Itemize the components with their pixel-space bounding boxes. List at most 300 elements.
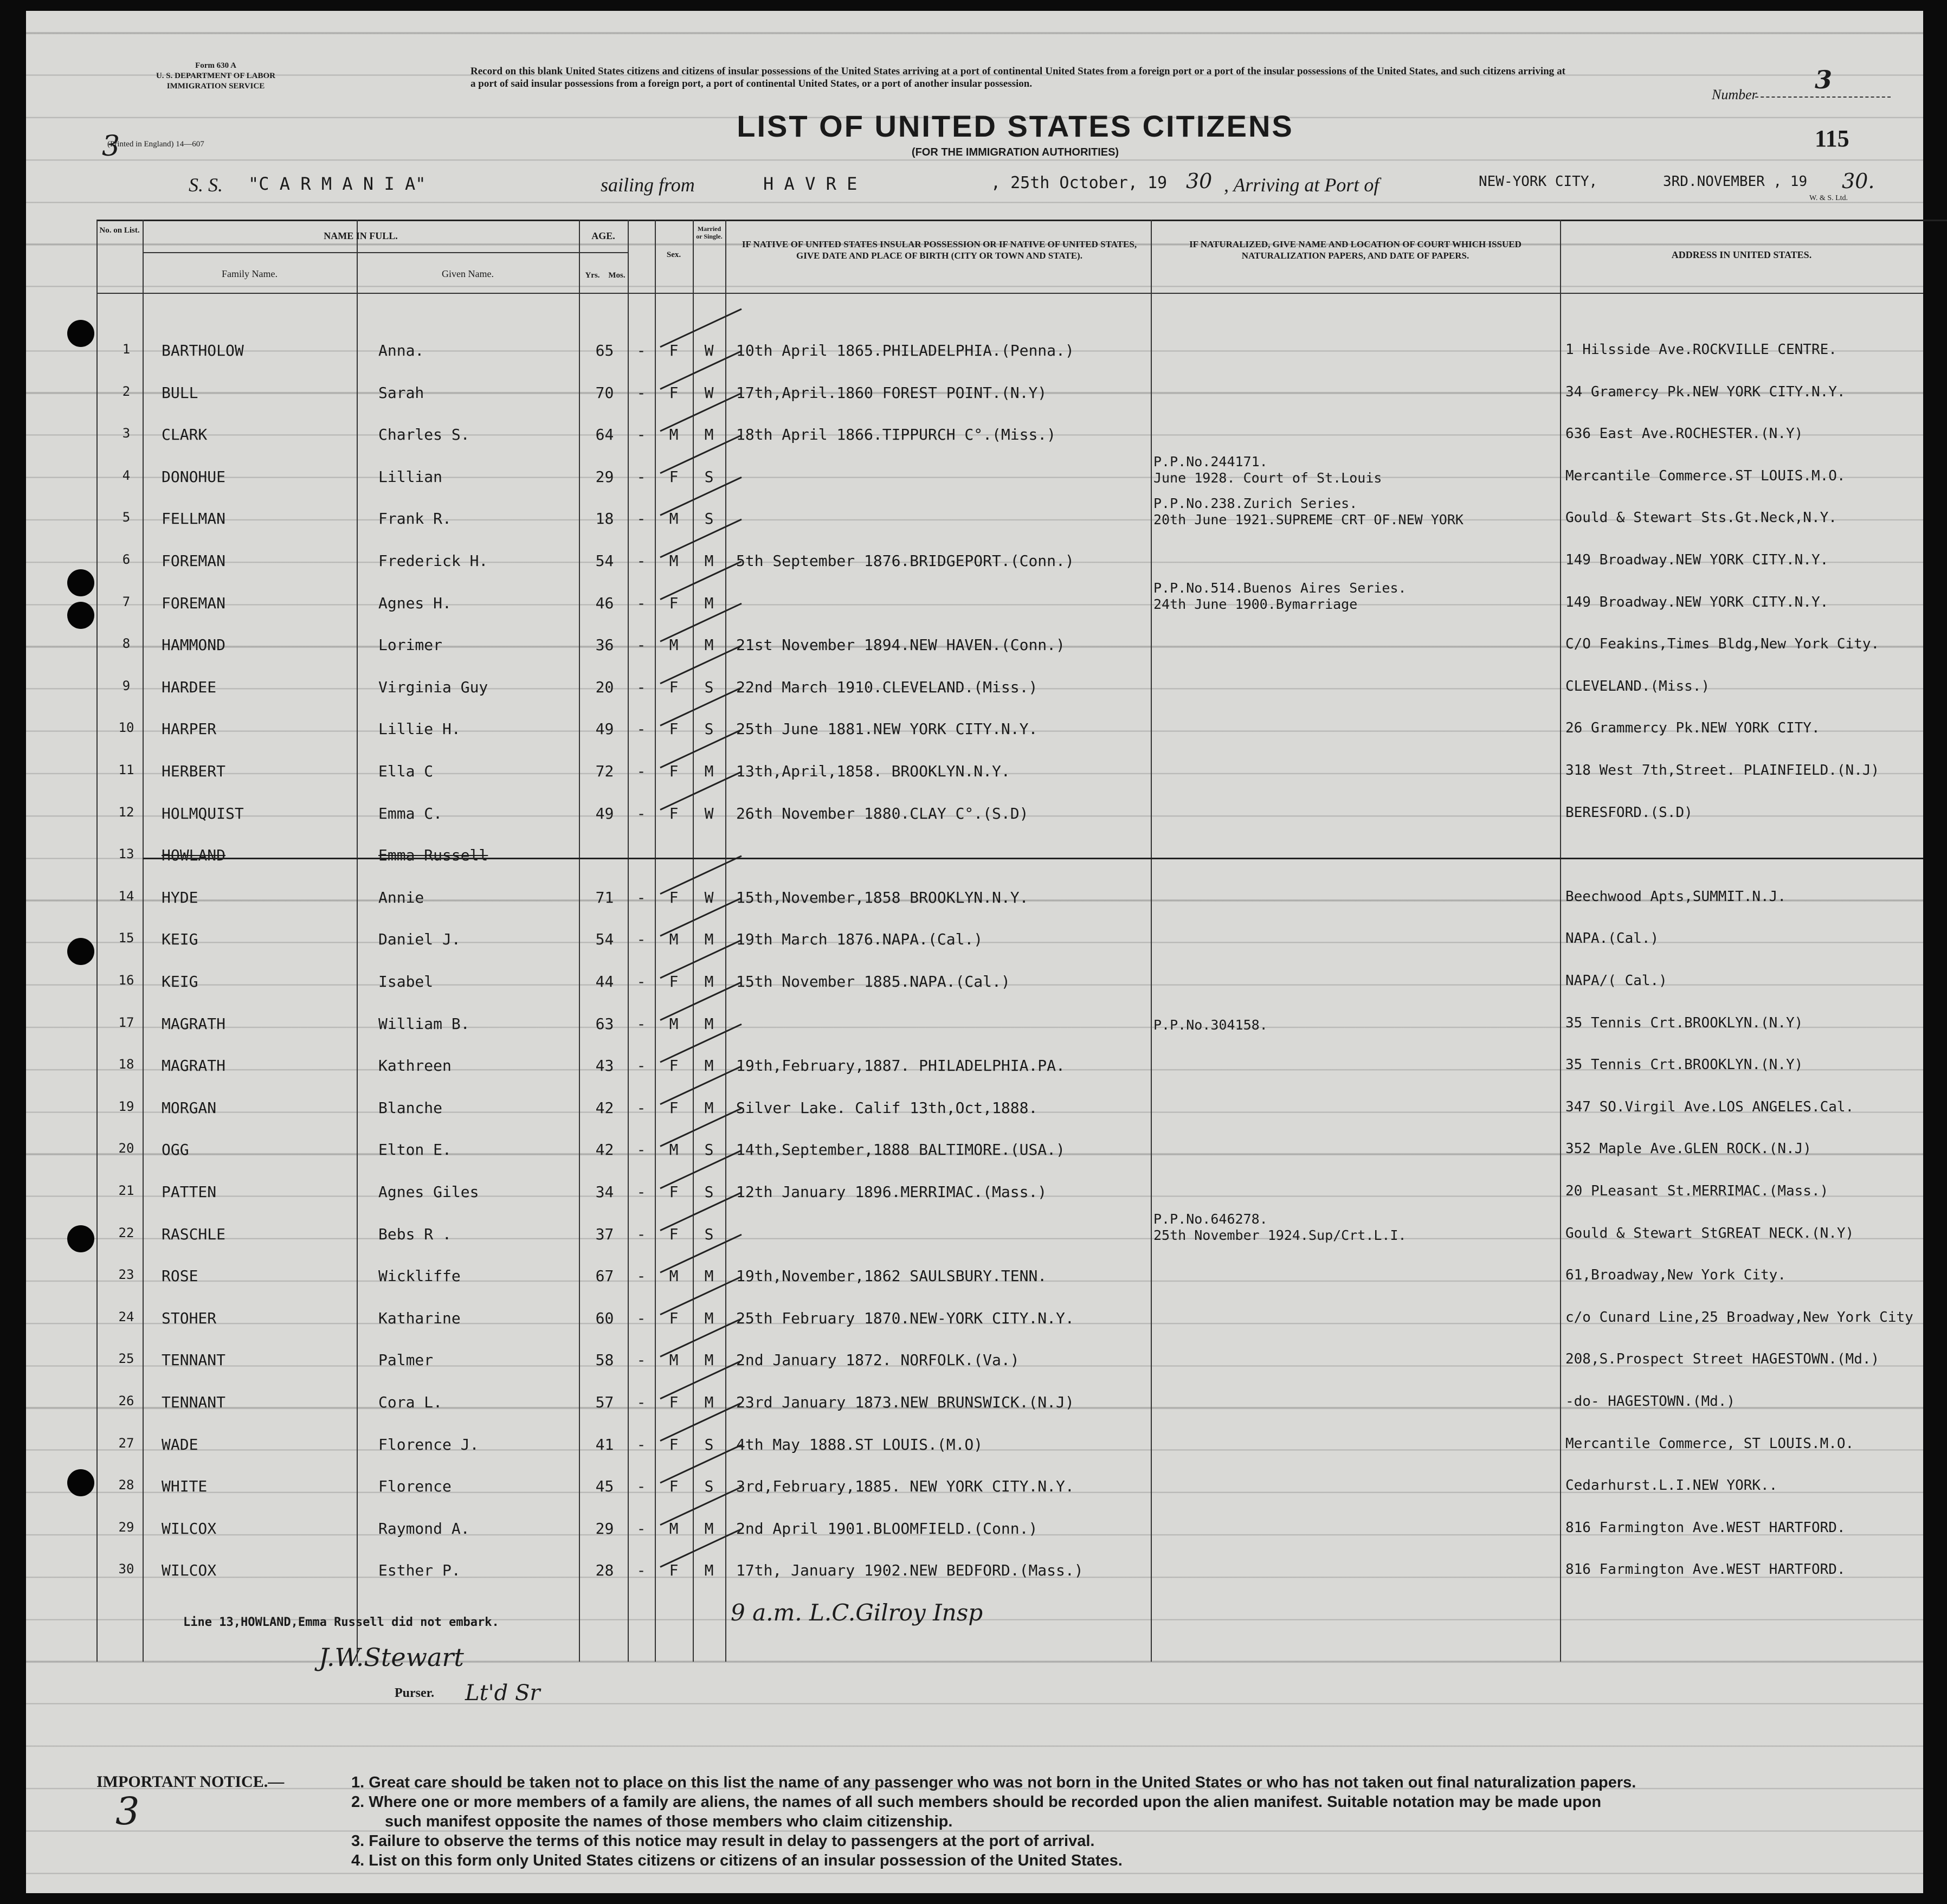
marital-status: S [704, 1477, 714, 1496]
address: 816 Farmington Ave.WEST HARTFORD. [1565, 1561, 1846, 1578]
intro-instructions: Record on this blank United States citizens and citizens of insular possessions of the United States arriving at a port of continental United States from a foreign port or a port of the insular possessions of the United States, and such citizens arriving at a port of said insular possessions from a foreign port, a port of continental United States, or a port of another insular possession. [470, 66, 1565, 89]
naturalization-line-1: P.P.No.514.Buenos Aires Series. [1153, 580, 1407, 596]
age-months: - [636, 804, 646, 822]
age-years: 54 [595, 930, 614, 949]
age-years: 36 [595, 636, 614, 654]
table-row [26, 1520, 1923, 1552]
age-months: - [636, 552, 646, 570]
age-months: - [636, 1519, 646, 1538]
marital-status: S [704, 467, 714, 486]
row-number: 15 [118, 930, 134, 946]
given-name: Ella C [378, 762, 434, 780]
check-stroke [660, 435, 742, 473]
marital-status: M [704, 426, 714, 444]
table-row [26, 1477, 1923, 1510]
age-months: - [636, 1141, 646, 1159]
marital-status: M [704, 1267, 714, 1285]
header-age: AGE. [591, 230, 615, 241]
service-name: IMMIGRATION SERVICE [166, 82, 265, 91]
table-row [26, 1436, 1923, 1468]
sex: F [669, 342, 679, 359]
page-title: LIST OF UNITED STATES CITIZENS [737, 109, 1294, 143]
age-months: - [636, 1225, 646, 1243]
age-months: - [636, 1057, 646, 1075]
birth-info: 19th,November,1862 SAULSBURY.TENN. [736, 1267, 1047, 1285]
birth-info: 17th,April.1860 FOREST POINT.(N.Y) [736, 383, 1047, 402]
birth-info: 25th February 1870.NEW-YORK CITY.N.Y. [736, 1309, 1074, 1327]
table-row [26, 552, 1923, 584]
age-months: - [636, 1351, 646, 1369]
given-name: Raymond A. [378, 1519, 470, 1538]
naturalization-line-1: P.P.No.244171. [1153, 453, 1268, 469]
age-years: 41 [595, 1435, 614, 1453]
check-stroke [660, 519, 742, 557]
sailing-label: sailing from [601, 174, 695, 196]
sex: F [669, 1183, 679, 1201]
check-stroke [660, 1318, 742, 1356]
header-rule [96, 293, 1923, 294]
age-months: - [636, 930, 646, 949]
staff-signature: Lt'd Sr [465, 1681, 540, 1706]
notice-heading: IMPORTANT NOTICE.— [96, 1773, 285, 1791]
family-name: OGG [162, 1141, 189, 1159]
address: 636 East Ave.ROCHESTER.(N.Y) [1565, 426, 1803, 442]
age-months: - [636, 594, 646, 612]
header-rule [143, 252, 628, 253]
table-row [26, 636, 1923, 668]
birth-info: 15th November 1885.NAPA.(Cal.) [736, 973, 1010, 990]
voyage-line [189, 169, 1896, 202]
birth-info: 25th June 1881.NEW YORK CITY.N.Y. [736, 720, 1038, 738]
age-years: 72 [595, 762, 614, 780]
marital-status: M [704, 1014, 714, 1033]
birth-info: 26th November 1880.CLAY C°.(S.D) [736, 804, 1029, 822]
marital-status: S [704, 720, 714, 738]
age-years: 42 [595, 1098, 614, 1117]
table-row [26, 1211, 1923, 1258]
check-stroke [660, 646, 742, 684]
header-name-in-full: NAME IN FULL. [324, 230, 398, 241]
given-name: Bebs R . [378, 1225, 452, 1243]
sex: F [669, 973, 679, 990]
given-name: Isabel [378, 973, 434, 990]
handwritten-mark: 3 [102, 130, 120, 163]
table-row [26, 889, 1923, 921]
age-years: 42 [595, 1141, 614, 1159]
age-years: 71 [595, 888, 614, 906]
sex: F [669, 1477, 679, 1496]
family-name: KEIG [162, 973, 198, 990]
age-years: 49 [595, 804, 614, 822]
marital-status: M [704, 1393, 714, 1411]
age-months: - [636, 426, 646, 444]
check-stroke [660, 940, 742, 978]
age-years: 45 [595, 1477, 614, 1496]
address: C/O Feakins,Times Bldg,New York City. [1565, 636, 1880, 653]
header-mos: Mos. [608, 271, 626, 280]
sex: F [669, 1225, 679, 1243]
given-name: Frederick H. [378, 552, 488, 570]
given-name: Esther P. [378, 1561, 461, 1580]
check-stroke [660, 898, 742, 936]
given-name: Florence [378, 1477, 452, 1496]
table-row [26, 1309, 1923, 1342]
table-row [26, 1183, 1923, 1215]
marital-status: M [704, 762, 714, 780]
row-number: 6 [122, 552, 131, 567]
address: 149 Broadway.NEW YORK CITY.N.Y. [1565, 552, 1829, 568]
address: 35 Tennis Crt.BROOKLYN.(N.Y) [1565, 1014, 1803, 1031]
given-name: Florence J. [378, 1435, 479, 1453]
table-row [26, 1561, 1923, 1594]
sex: F [669, 1393, 679, 1411]
sex: F [669, 1098, 679, 1117]
check-stroke [660, 730, 742, 768]
birth-info: 12th January 1896.MERRIMAC.(Mass.) [736, 1183, 1047, 1201]
header-given-name: Given Name. [442, 268, 494, 279]
age-years: 65 [595, 342, 614, 359]
birth-info: 23rd January 1873.NEW BRUNSWICK.(N.J) [736, 1393, 1074, 1411]
family-name: WHITE [162, 1477, 208, 1496]
ss-label: S. S. [189, 174, 223, 196]
age-months: - [636, 888, 646, 906]
family-name: MORGAN [162, 1098, 217, 1117]
row-number: 14 [118, 888, 134, 904]
family-name: FOREMAN [162, 594, 226, 612]
given-name: Emma Russell [378, 846, 488, 865]
table-row [26, 1351, 1923, 1384]
address: Mercantile Commerce, ST LOUIS.M.O. [1565, 1435, 1854, 1452]
header-sex: Sex. [666, 250, 681, 259]
row-number: 8 [122, 636, 131, 652]
check-stroke [660, 603, 742, 641]
family-name: DONOHUE [162, 467, 226, 486]
given-name: Wickliffe [378, 1267, 461, 1285]
sex: F [669, 1561, 679, 1580]
family-name: HYDE [162, 888, 198, 906]
age-months: - [636, 1393, 646, 1411]
age-years: 67 [595, 1267, 614, 1285]
form-identifier [129, 61, 302, 92]
check-stroke [660, 1445, 742, 1483]
sex: F [669, 720, 679, 738]
birth-info: Silver Lake. Calif 13th,Oct,1888. [736, 1098, 1038, 1117]
age-months: - [636, 1267, 646, 1285]
age-months: - [636, 762, 646, 780]
address: Mercantile Commerce.ST LOUIS.M.O. [1565, 467, 1846, 484]
address: 149 Broadway.NEW YORK CITY.N.Y. [1565, 594, 1829, 610]
given-name: Frank R. [378, 510, 452, 528]
family-name: HARDEE [162, 678, 217, 696]
sex: F [669, 804, 679, 822]
footer-note: Line 13,HOWLAND,Emma Russell did not embark. [183, 1616, 499, 1629]
check-stroke [660, 1403, 742, 1441]
table-row [26, 496, 1923, 542]
family-name: KEIG [162, 930, 198, 949]
check-stroke [660, 772, 742, 810]
check-stroke [660, 1361, 742, 1399]
check-stroke [660, 1487, 742, 1525]
purser-signature: J.W.Stewart [319, 1643, 464, 1672]
age-months: - [636, 1309, 646, 1327]
family-name: HERBERT [162, 762, 226, 780]
inspector-signature: 9 a.m. L.C.Gilroy Insp [731, 1599, 983, 1626]
table-row [26, 1015, 1923, 1047]
given-name: Charles S. [378, 426, 470, 444]
age-months: - [636, 1435, 646, 1453]
given-name: Daniel J. [378, 930, 461, 949]
address: 208,S.Prospect Street HAGESTOWN.(Md.) [1565, 1351, 1880, 1368]
sex: F [669, 762, 679, 780]
age-years: 43 [595, 1057, 614, 1075]
age-months: - [636, 510, 646, 528]
family-name: HOLMQUIST [162, 804, 244, 822]
table-row [26, 1099, 1923, 1131]
notice-item: such manifest opposite the names of those members who claim citizenship. [385, 1813, 953, 1830]
margin-mark: 3 [115, 1789, 140, 1834]
marital-status: M [704, 552, 714, 570]
table-row [26, 973, 1923, 1005]
family-name: MAGRATH [162, 1057, 226, 1075]
naturalization-line-1: P.P.No.646278. [1153, 1211, 1268, 1227]
family-name: FELLMAN [162, 510, 226, 528]
row-number: 23 [118, 1267, 134, 1283]
check-stroke [660, 1150, 742, 1188]
marital-status: M [704, 594, 714, 612]
given-name: Agnes H. [378, 594, 452, 612]
given-name: Lorimer [378, 636, 443, 654]
marital-status: M [704, 973, 714, 990]
row-number: 7 [122, 594, 131, 609]
age-months: - [636, 342, 646, 359]
family-name: RASCHLE [162, 1225, 226, 1243]
given-name: Emma C. [378, 804, 443, 822]
family-name: WILCOX [162, 1561, 217, 1580]
address: NAPA.(Cal.) [1565, 930, 1659, 947]
age-years: 63 [595, 1014, 614, 1033]
row-number: 17 [118, 1014, 134, 1030]
naturalization-line-2: 25th November 1924.Sup/Crt.L.I. [1153, 1227, 1407, 1243]
row-number: 9 [122, 678, 131, 693]
row-number: 11 [118, 762, 134, 777]
marital-status: S [704, 1141, 714, 1159]
age-months: - [636, 636, 646, 654]
birth-info: 18th April 1866.TIPPURCH C°.(Miss.) [736, 426, 1056, 444]
row-number: 24 [118, 1309, 134, 1324]
given-name: Sarah [378, 383, 424, 402]
check-stroke [660, 309, 742, 347]
check-stroke [660, 687, 742, 725]
family-name: WADE [162, 1435, 198, 1453]
check-stroke [660, 1024, 742, 1062]
family-name: TENNANT [162, 1393, 226, 1411]
check-stroke [660, 477, 742, 515]
strike-line-row-13 [143, 858, 1923, 859]
family-name: HOWLAND [162, 846, 226, 865]
address: 1 Hilsside Ave.ROCKVILLE CENTRE. [1565, 342, 1837, 358]
check-stroke [660, 1277, 742, 1315]
row-number: 3 [122, 426, 131, 441]
sex: F [669, 1435, 679, 1453]
birth-info: 2nd January 1872. NORFOLK.(Va.) [736, 1351, 1020, 1369]
marital-status: M [704, 636, 714, 654]
naturalization-line-2: 20th June 1921.SUPREME CRT OF.NEW YORK [1153, 512, 1464, 528]
sail-date: , 25th October, 19 [991, 173, 1168, 192]
table-row [26, 342, 1923, 374]
check-stroke [660, 351, 742, 389]
page-subtitle: (FOR THE IMMIGRATION AUTHORITIES) [911, 146, 1119, 158]
table-row [26, 805, 1923, 837]
age-months: - [636, 383, 646, 402]
row-number: 10 [118, 720, 134, 736]
sex: F [669, 678, 679, 696]
row-number: 27 [118, 1435, 134, 1451]
manifest-sheet [26, 11, 1923, 1893]
purser-label: Purser. [395, 1686, 435, 1700]
row-number: 4 [122, 467, 131, 483]
marital-status: W [704, 383, 714, 402]
given-name: William B. [378, 1014, 470, 1033]
birth-info: 21st November 1894.NEW HAVEN.(Conn.) [736, 636, 1065, 654]
header-family-name: Family Name. [222, 268, 278, 279]
birth-info: 4th May 1888.ST LOUIS.(M.O) [736, 1435, 983, 1453]
sex: M [669, 426, 679, 444]
number-underline [1755, 97, 1891, 98]
sex: M [669, 552, 679, 570]
given-name: Agnes Giles [378, 1183, 479, 1201]
age-years: 58 [595, 1351, 614, 1369]
row-number: 19 [118, 1098, 134, 1114]
header-address: ADDRESS IN UNITED STATES. [1671, 249, 1812, 260]
address: -do- HAGESTOWN.(Md.) [1565, 1393, 1736, 1410]
marital-status: S [704, 510, 714, 528]
check-stroke [660, 856, 742, 894]
given-name: Virginia Guy [378, 678, 488, 696]
table-row [26, 1393, 1923, 1426]
sex: M [669, 1519, 679, 1538]
given-name: Lillie H. [378, 720, 461, 738]
naturalization-line-2: P.P.No.304158. [1153, 1017, 1268, 1033]
table-row [26, 1057, 1923, 1089]
address: 816 Farmington Ave.WEST HARTFORD. [1565, 1519, 1846, 1536]
birth-info: 19th,February,1887. PHILADELPHIA.PA. [736, 1057, 1065, 1075]
marital-status: S [704, 1225, 714, 1243]
notice-item: 1. Great care should be taken not to place on this list the name of any passenger who was not born in the United States or who has not taken out final naturalization papers. [351, 1774, 1636, 1791]
birth-info: 3rd,February,1885. NEW YORK CITY.N.Y. [736, 1477, 1074, 1496]
sex: F [669, 1057, 679, 1075]
birth-info: 19th March 1876.NAPA.(Cal.) [736, 930, 983, 949]
family-name: FOREMAN [162, 552, 226, 570]
age-years: 46 [595, 594, 614, 612]
marital-status: S [704, 1183, 714, 1201]
age-years: 29 [595, 467, 614, 486]
age-months: - [636, 1477, 646, 1496]
row-number: 29 [118, 1519, 134, 1535]
age-months: - [636, 1098, 646, 1117]
family-name: MAGRATH [162, 1014, 226, 1033]
list-number: 3 [1815, 65, 1833, 94]
address: Gould & Stewart StGREAT NECK.(N.Y) [1565, 1225, 1854, 1242]
check-stroke [660, 1234, 742, 1272]
marital-status: W [704, 888, 714, 906]
page-number: 115 [1815, 125, 1849, 152]
row-number: 2 [122, 383, 131, 399]
row-number: 28 [118, 1477, 134, 1493]
age-years: 29 [595, 1519, 614, 1538]
table-row [26, 384, 1923, 416]
check-stroke [660, 393, 742, 431]
row-number: 26 [118, 1393, 134, 1408]
table-row [26, 678, 1923, 711]
age-years: 70 [595, 383, 614, 402]
age-years: 20 [595, 678, 614, 696]
marital-status: M [704, 1098, 714, 1117]
given-name: Elton E. [378, 1141, 452, 1159]
department-name: U. S. DEPARTMENT OF LABOR [156, 72, 276, 80]
table-row [26, 426, 1923, 458]
address: 35 Tennis Crt.BROOKLYN.(N.Y) [1565, 1057, 1803, 1073]
header-naturalized: IF NATURALIZED, GIVE NAME AND LOCATION OF COURT WHICH ISSUED NATURALIZATION PAPERS, AND DATE OF PAPERS. [1189, 239, 1522, 261]
birth-info: 2nd April 1901.BLOOMFIELD.(Conn.) [736, 1519, 1038, 1538]
address: Gould & Stewart Sts.Gt.Neck,N.Y. [1565, 510, 1837, 526]
family-name: PATTEN [162, 1183, 217, 1201]
table-row [26, 580, 1923, 627]
check-stroke [660, 562, 742, 600]
given-name: Kathreen [378, 1057, 452, 1075]
family-name: HAMMOND [162, 636, 226, 654]
marital-status: M [704, 1057, 714, 1075]
age-years: 54 [595, 552, 614, 570]
address: 34 Gramercy Pk.NEW YORK CITY.N.Y. [1565, 383, 1846, 400]
naturalization-line-2: 24th June 1900.Bymarriage [1153, 596, 1358, 612]
address: NAPA/( Cal.) [1565, 973, 1667, 989]
ship-name: "C A R M A N I A" [248, 173, 426, 194]
address: 347 SO.Virgil Ave.LOS ANGELES.Cal. [1565, 1098, 1854, 1115]
age-years: 64 [595, 426, 614, 444]
age-years: 34 [595, 1183, 614, 1201]
birth-info: 17th, January 1902.NEW BEDFORD.(Mass.) [736, 1561, 1084, 1580]
sex: F [669, 1309, 679, 1327]
sex: F [669, 888, 679, 906]
naturalization-line-2: June 1928. Court of St.Louis [1153, 469, 1382, 486]
birth-info: 5th September 1876.BRIDGEPORT.(Conn.) [736, 552, 1074, 570]
row-number: 22 [118, 1225, 134, 1240]
age-years: 18 [595, 510, 614, 528]
notice-item: 3. Failure to observe the terms of this notice may result in delay to passengers at the port of arrival. [351, 1832, 1095, 1850]
printer-mark: W. & S. Ltd. [1809, 194, 1848, 202]
table-row [26, 1267, 1923, 1300]
marital-status: S [704, 1435, 714, 1453]
sex: M [669, 1014, 679, 1033]
table-row [26, 720, 1923, 752]
age-months: - [636, 1561, 646, 1580]
address: 61,Broadway,New York City. [1565, 1267, 1786, 1284]
birth-info: 14th,September,1888 BALTIMORE.(USA.) [736, 1141, 1065, 1159]
given-name: Blanche [378, 1098, 443, 1117]
sex: F [669, 594, 679, 612]
age-months: - [636, 973, 646, 990]
header-birth: IF NATIVE OF UNITED STATES INSULAR POSSESSION OR IF NATIVE OF UNITED STATES, GIVE DATE AND PLACE OF BIRTH (CITY OR TOWN AND STATE). [742, 239, 1137, 261]
check-stroke [660, 1529, 742, 1567]
row-number: 5 [122, 510, 131, 525]
check-stroke [660, 1108, 742, 1146]
sex: M [669, 930, 679, 949]
address: 318 West 7th,Street. PLAINFIELD.(N.J) [1565, 762, 1880, 779]
row-number: 16 [118, 973, 134, 988]
family-name: WILCOX [162, 1519, 217, 1538]
sex: M [669, 1267, 679, 1285]
row-number: 13 [118, 846, 134, 862]
